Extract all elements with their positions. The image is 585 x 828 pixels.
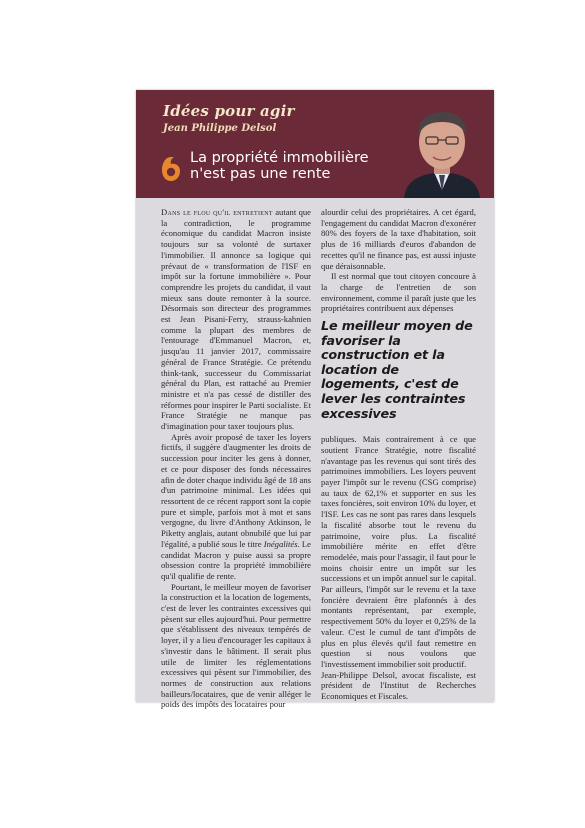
article-column-left [161,207,311,710]
column-rubric: Idées pour agir [163,102,295,120]
article-header [136,90,494,198]
article-title [190,150,400,182]
paragraph-text: autant que la contradiction, le programme économique du candidat Macron insiste toujours sur sa volonté de surtaxer l'immobilier. Il annonce sa logique qui prévaut de « transformation de l'ISF en impôt sur la fortune immobilière ». Pour comprendre les projets du candidat, il vaut mieux sans doute remonter à la source. Désormais son directeur des programmes est Jean Pisani-Ferry, strauss-kahnien comme la plupart des membres de l'entourage d'Emmanuel Macron, et, jusqu'au 11 janvier 2017, commissaire général de France Stratégie. Ce prétendu think-tank, successeur du Commissariat général du Plan, est rattaché au Premier ministre et n'a pas cessé de distiller des réformes pour inspirer le Parti socialiste. Et France Stratégie ne manque pas d'imagination pour taxer toujours plus. [161,207,311,432]
paragraph: Pourtant, le meilleur moyen de favoriser la construction et la location de logements, c'est de lever les contraintes excessives qui pèsent sur elles aujourd'hui. Pour permettre que s'établissent des niveaux tempérés de loyer, il y a lieu d'encourager les capitaux à s'investir dans le bâtiment. Il serait plus utile de limiter les réglementations excessives qui pèsent sur l'immobilier, des normes de construction aux relations bailleurs/locataires, que de venir alléger le poids des impôts des locataires pour [161,581,311,710]
article-title-line1: La propriété immobilière [190,150,369,166]
paragraph-text: Après avoir proposé de taxer les loyers fictifs, il suggère d'augmenter les droits de succession pour inciter les gens à donner, et ce pour disposer des fonds nécessaires afin de doter chaque individu âgé de 18 ans d'un patrimoine minimal. Les idées qui ressortent de ce récent rapport sont la copie pure et simple, parfois mot à mot et sans vergogne, du livre d'Anthony Atkinson, le Piketty anglais, autant obnubilé que lui par l'égalité, a publié sous le titre [161,431,311,549]
paragraph [161,432,311,582]
paragraph: Il est normal que tout citoyen concoure à la charge de l'entretien de son environnement, comme il paraît juste que les propriétaires contribuent aux dépenses [321,271,476,314]
paragraph [161,207,311,432]
orange-percent-badge-icon [161,154,181,182]
column-author: Jean Philippe Delsol [163,123,277,134]
author-signature: Jean-Philippe Delsol, avocat fiscaliste, est président de l'Institut de Recherches Economiques et Fiscales. [321,669,476,702]
paragraph-text: . Le candidat Macron y puise aussi sa propre obsession contre la propriété immobilière qu'il qualifie de rente. [161,538,311,581]
paragraph: publiques. Mais contrairement à ce que soutient France Stratégie, notre fiscalité n'avantage pas les revenus qui sont tirés des patrimoines immobiliers. Les loyers peuvent payer l'impôt sur le revenu (CSG comprise) au taux de 62,1% et supporter en sus les taxes foncières, soit environ 10% du loyer, et l'ISF. Les cas ne sont pas rares dans lesquels la fiscalité absorbe tout le revenu du patrimoine, voire plus. La fiscalité immobilière mérite en effet d'être remodelée, mais pour l'assagir, il faut pour le moins choisir entre un impôt sur les successions et un impôt annuel sur le capital. Par ailleurs, l'impôt sur le revenu et la taxe foncière devraient être plafonnés à des montants représentant, par exemple, respectivement 50% du loyer et 0,25% de la valeur. C'est le cumul de tant d'impôts de plus en plus élevés qu'il faut remettre en question si nous voulons que l'investissement immobilier soit productif. [321,434,477,669]
newspaper-clipping [136,90,494,710]
lead-in: Dans le flou qu'il entretient [161,207,273,217]
book-title: Inégalités [263,538,298,549]
paragraph: alourdir celui des propriétaires. A cet égard, l'engagement du candidat Macron d'exonérer 80% des foyers de la taxe d'habitation, soit plus de 16 milliards d'euros d'abandon de recettes qu'il ne finance pas, est aussi injuste que déraisonnable. [321,207,476,271]
article-title-line2: n'est pas une rente [190,166,331,182]
article-column-right [321,207,476,702]
pull-quote: Le meilleur moyen de favoriser la construction et la location de logements, c'est de lever les contraintes excessives [321,319,473,422]
author-portrait [390,104,494,198]
